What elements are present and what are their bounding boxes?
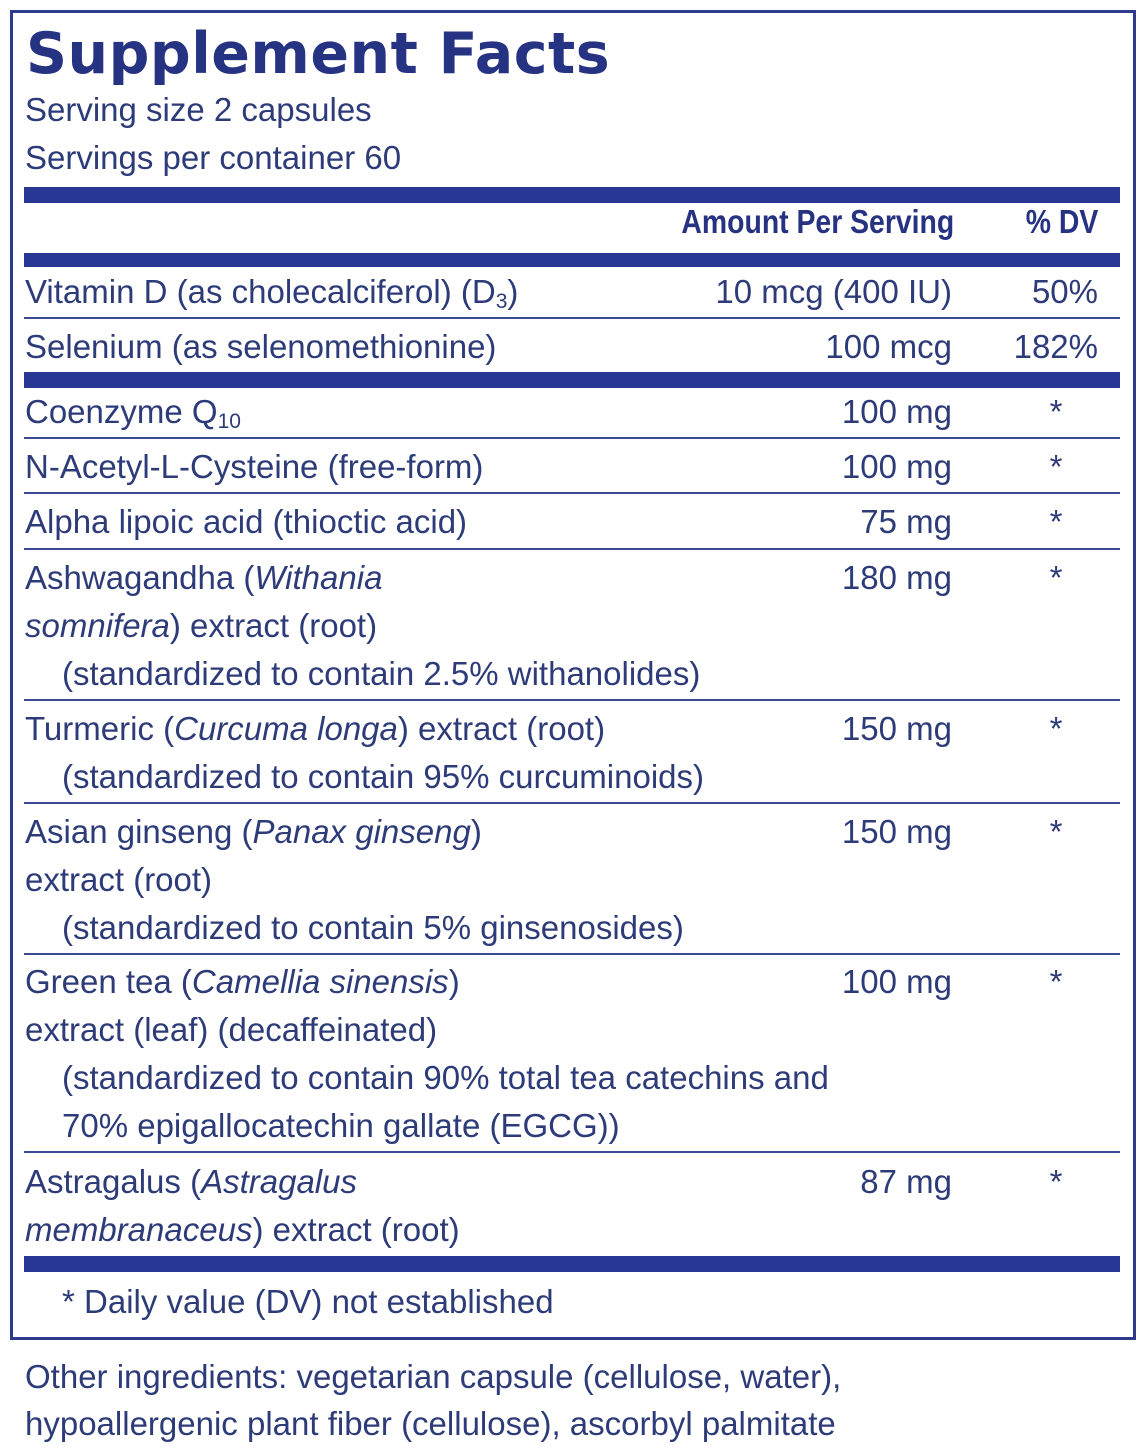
vitamin-d-amount: 10 mcg (400 IU) (715, 273, 952, 310)
row-divider (24, 1151, 1120, 1153)
dv-header: % DV (1025, 203, 1098, 240)
alpha-lipoic-acid-amount: 75 mg (860, 503, 952, 540)
amount-per-serving-header: Amount Per Serving (681, 203, 954, 240)
other-ingredients-line2: hypoallergenic plant fiber (cellulose), ascorbyl palmitate (25, 1405, 836, 1442)
ashwagandha-name-line2: somnifera) extract (root) (25, 607, 378, 644)
green-tea-name: Green tea (Camellia sinensis) (25, 963, 460, 1000)
nac-amount: 100 mg (841, 448, 952, 485)
nac-name: N-Acetyl-L-Cysteine (free-form) (25, 448, 484, 485)
selenium-name: Selenium (as selenomethionine) (25, 328, 497, 365)
row-divider (24, 802, 1120, 804)
row-divider (24, 492, 1120, 494)
green-tea-name-line2: extract (leaf) (decaffeinated) (25, 1011, 438, 1048)
asian-ginseng-name-line2: extract (root) (25, 861, 213, 898)
ashwagandha-name: Ashwagandha (Withania (25, 559, 383, 596)
thick-divider-top (24, 187, 1120, 203)
other-ingredients-line1: Other ingredients: vegetarian capsule (cellulose, water), (25, 1358, 842, 1395)
ashwagandha-amount: 180 mg (841, 559, 952, 596)
row-divider (24, 699, 1120, 701)
selenium-amount: 100 mcg (825, 328, 952, 365)
ashwagandha-standardization: (standardized to contain 2.5% withanolides) (62, 655, 701, 692)
turmeric-standardization: (standardized to contain 95% curcuminoids) (62, 758, 705, 795)
selenium-dv: 182% (1013, 328, 1098, 365)
astragalus-amount: 87 mg (860, 1163, 952, 1200)
row-divider (24, 953, 1120, 955)
astragalus-name-line2: membranaceus) extract (root) (25, 1211, 460, 1248)
servings-per-container: Servings per container 60 (25, 139, 402, 176)
thick-divider-middle (24, 372, 1120, 388)
turmeric-name: Turmeric (Curcuma longa) extract (root) (25, 710, 606, 747)
coenzyme-q10-name: Coenzyme $Q_{10}$ (25, 393, 241, 433)
row-divider (24, 437, 1120, 439)
alpha-lipoic-acid-name: Alpha lipoic acid (thioctic acid) (25, 503, 468, 540)
green-tea-standardization-line2: 70% epigallocatechin gallate (EGCG)) (62, 1107, 620, 1144)
green-tea-standardization: (standardized to contain 90% total tea catechins and (62, 1059, 829, 1096)
serving-size: Serving size 2 capsules (25, 91, 372, 128)
dv-footnote: * Daily value (DV) not established (62, 1283, 554, 1320)
vitamin-d-dv: 50% (1031, 273, 1098, 310)
coenzyme-q10-amount: 100 mg (841, 393, 952, 430)
thick-divider-bottom (24, 1256, 1120, 1272)
astragalus-name: Astragalus (Astragalus (25, 1163, 357, 1200)
green-tea-amount: 100 mg (841, 963, 952, 1000)
asian-ginseng-standardization: (standardized to contain 5% ginsenosides) (62, 909, 684, 946)
asian-ginseng-name: Asian ginseng (Panax ginseng) (25, 813, 482, 850)
row-divider (24, 317, 1120, 319)
panel-title: Supplement Facts (26, 21, 611, 87)
asian-ginseng-amount: 150 mg (841, 813, 952, 850)
vitamin-d-name: Vitamin D (as cholecalciferol) $(D_3)$ (25, 273, 519, 313)
row-divider (24, 548, 1120, 550)
turmeric-amount: 150 mg (841, 710, 952, 747)
thick-divider-header (24, 253, 1120, 267)
